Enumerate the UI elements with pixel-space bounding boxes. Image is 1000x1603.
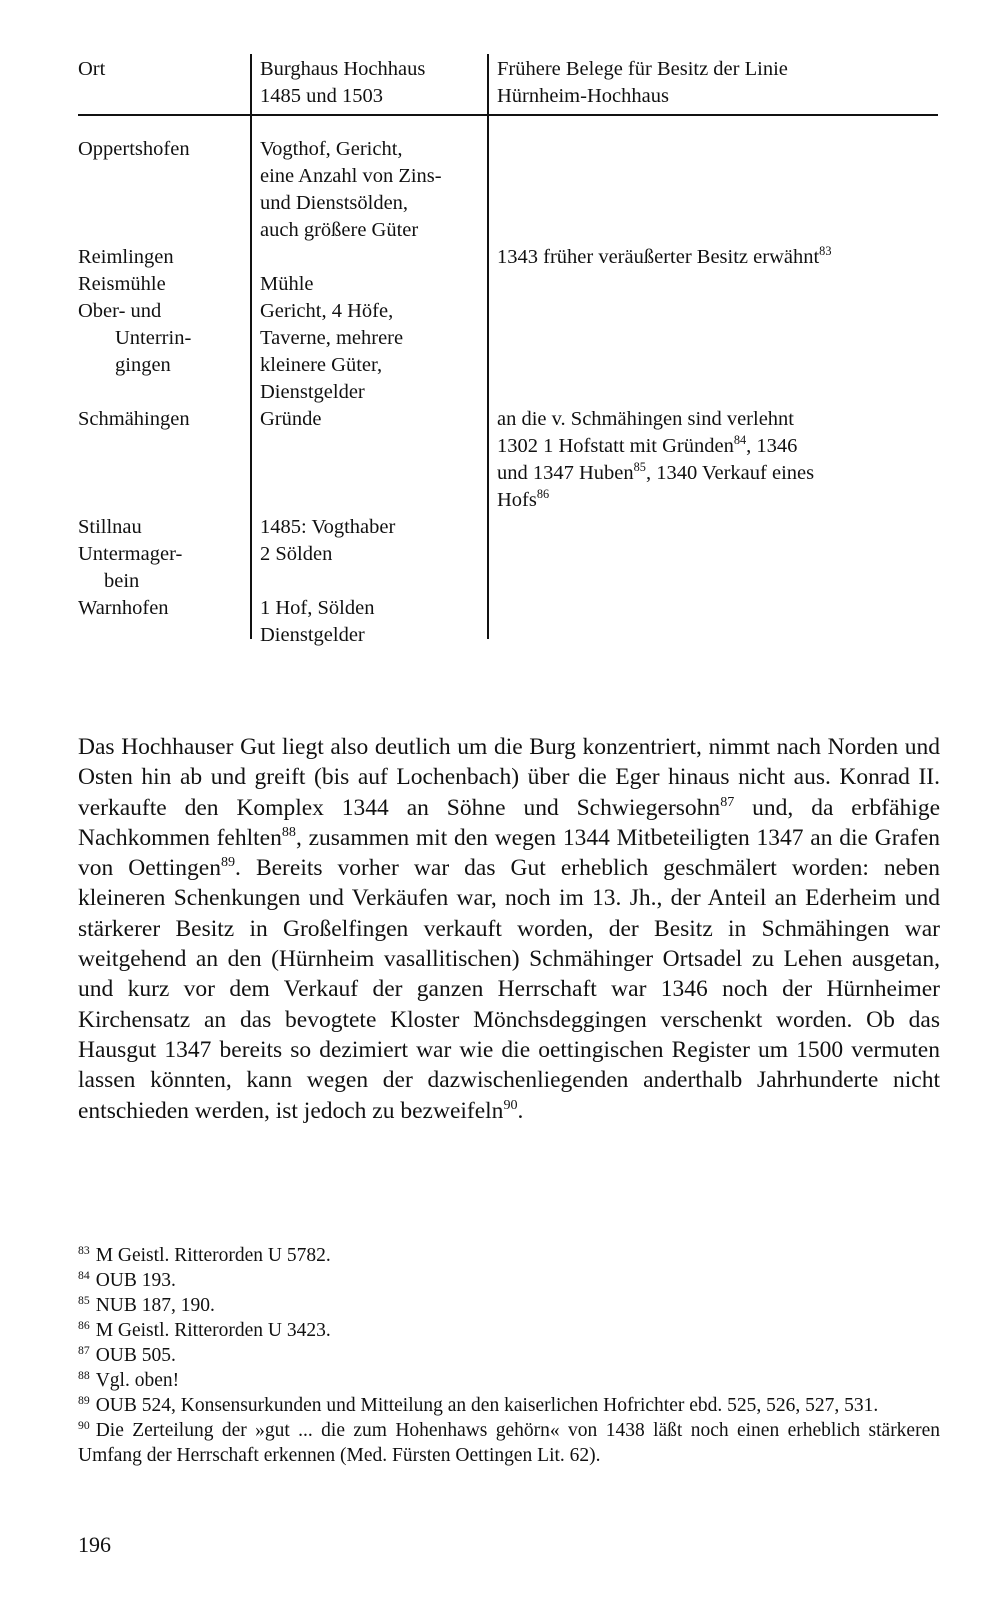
footnote	[78, 1393, 940, 1418]
footnote-number: 90	[78, 1418, 90, 1432]
belege-schmaehingen-l3b: , 1340 Verkauf eines	[645, 462, 815, 484]
page-number: 196	[78, 1532, 111, 1557]
footnote-ref-83: 83	[819, 244, 832, 259]
footnote-text: OUB 505.	[95, 1345, 176, 1366]
column-divider-1	[250, 54, 252, 639]
footnote-ref-86: 86	[536, 487, 550, 502]
header-burghaus-line2: 1485 und 1503	[260, 85, 383, 107]
footnote-ref-84: 84	[733, 433, 747, 448]
body-paragraph	[78, 732, 940, 1126]
burghaus-ringingen-l2: Taverne, mehrere	[260, 327, 404, 349]
paragraph-part-1: Das Hochhauser Gut liegt also deutlich um die Burg konzentriert, nimmt nach Norden und Osten hin ab und greift (bis auf Lochenbach) über die Eger hinaus nicht aus. Konrad II. verkaufte den Komplex 1344 an Söhne und Schwiegersohn	[78, 734, 940, 821]
belege-schmaehingen-l3	[497, 460, 814, 487]
ort-warnhofen: Warnhofen	[78, 597, 169, 619]
header-ort: Ort	[78, 58, 106, 80]
belege-reimlingen	[497, 244, 831, 271]
footnote-ref-90: 90	[503, 1096, 518, 1113]
ort-oppertshofen: Oppertshofen	[78, 138, 190, 160]
belege-schmaehingen-l4a: Hofs	[497, 489, 537, 511]
footnotes	[78, 1243, 940, 1468]
paragraph-part-3: , zusammen mit den wegen 1344 Mitbeteiligten 1347 an die Grafen von Oettingen	[78, 824, 940, 882]
burghaus-oppertshofen-l3: und Dienstsölden,	[260, 192, 409, 214]
footnote	[78, 1368, 940, 1393]
burghaus-schmaehingen: Gründe	[260, 408, 322, 430]
paragraph-part-2: und, da erbfähige Nachkommen fehlten	[78, 794, 941, 851]
ort-bein: bein	[104, 570, 140, 592]
burghaus-ringingen-l4: Dienstgelder	[260, 381, 365, 403]
paragraph-part-4: . Bereits vorher war das Gut erheblich geschmälert worden: neben kleineren Schenkungen und Verkäufen war, noch im 13. Jh., der Anteil an Ederheim und stärkerer Besitz in Großelfingen verkauft worden, der Besitz in Schmähingen war weitgehend an den (Hürnheim vasallitischen) Schmähinger Ortsadel zu Lehen ausgetan, und kurz vor dem Verkauf der ganzen Herrschaft war 1346 noch der Hürnheimer Kirchensatz an das bevogtete Kloster Mönchsdeggingen verschenkt worden. Ob das Hausgut 1347 bereits so dezimiert war wie die oettingischen Register um 1500 vermuten lassen könnten, kann wegen der dazwischenliegenden anderthalb Jahrhunderte nicht entschieden werden, ist jedoch zu bezweifeln	[78, 855, 940, 1124]
footnote-text: OUB 524, Konsensurkunden und Mitteilung an den kaiserlichen Hofrichter ebd. 525, 526, 527, 531.	[95, 1395, 879, 1416]
footnote-text: OUB 193.	[95, 1270, 176, 1291]
paragraph-part-5: .	[517, 1097, 524, 1124]
ort-stillnau: Stillnau	[78, 516, 142, 538]
footnote-number: 87	[78, 1343, 90, 1357]
footnote	[78, 1243, 940, 1268]
footnote	[78, 1293, 940, 1318]
footnote-ref-88: 88	[281, 824, 296, 841]
ort-gingen: gingen	[115, 354, 171, 376]
burghaus-oppertshofen-l2: eine Anzahl von Zins-	[260, 165, 442, 187]
burghaus-reismuehle: Mühle	[260, 273, 314, 295]
burghaus-ringingen-l1: Gericht, 4 Höfe,	[260, 300, 394, 322]
belege-reimlingen-text: 1343 früher veräußerter Besitz erwähnt	[497, 246, 820, 268]
footnote-ref-89: 89	[220, 854, 236, 871]
belege-schmaehingen-l2a: 1302 1 Hofstatt mit Gründen	[497, 435, 734, 457]
ort-ober-und: Ober- und	[78, 300, 162, 322]
ort-unterrin: Unterrin-	[115, 327, 192, 349]
footnote-text: M Geistl. Ritterorden U 3423.	[95, 1320, 331, 1341]
burghaus-stillnau: 1485: Vogthaber	[260, 516, 396, 538]
footnote	[78, 1418, 940, 1468]
column-divider-2	[487, 54, 489, 639]
ort-untermager: Untermager-	[78, 543, 183, 565]
burghaus-untermagerbein: 2 Sölden	[260, 543, 333, 565]
footnote	[78, 1343, 940, 1368]
burghaus-warnhofen-l2: Dienstgelder	[260, 624, 365, 646]
belege-schmaehingen-l4	[497, 487, 549, 514]
ort-reimlingen: Reimlingen	[78, 246, 174, 268]
footnote-text: M Geistl. Ritterorden U 5782.	[95, 1245, 331, 1266]
header-belege-line1: Frühere Belege für Besitz der Linie	[497, 58, 788, 80]
belege-schmaehingen-l1: an die v. Schmähingen sind verlehnt	[497, 408, 794, 430]
header-rule	[78, 114, 938, 116]
footnote-text: Die Zerteilung der »gut ... die zum Hohenhaws gehörn« von 1438 läßt noch einen erheblich stärkeren Umfang der Herrschaft erkennen (Med. Fürsten Oettingen Lit. 62).	[78, 1420, 940, 1466]
footnote-number: 85	[78, 1293, 90, 1307]
belege-schmaehingen-l3a: und 1347 Huben	[497, 462, 634, 484]
footnote-number: 88	[78, 1368, 90, 1382]
footnote	[78, 1318, 940, 1343]
ort-reismuehle: Reismühle	[78, 273, 166, 295]
burghaus-ringingen-l3: kleinere Güter,	[260, 354, 383, 376]
burghaus-warnhofen-l1: 1 Hof, Sölden	[260, 597, 375, 619]
burghaus-oppertshofen-l1: Vogthof, Gericht,	[260, 138, 403, 160]
header-burghaus-line1: Burghaus Hochhaus	[260, 58, 426, 80]
paragraph-text	[78, 732, 940, 1126]
footnote-number: 89	[78, 1393, 90, 1407]
ort-schmaehingen: Schmähingen	[78, 408, 190, 430]
footnote-text: NUB 187, 190.	[95, 1295, 215, 1316]
footnote-number: 84	[78, 1268, 90, 1282]
belege-schmaehingen-l2b: , 1346	[746, 435, 798, 457]
footnote-ref-85: 85	[633, 460, 646, 475]
footnote	[78, 1268, 940, 1293]
possession-table	[78, 52, 938, 664]
footnote-number: 83	[78, 1243, 90, 1257]
burghaus-oppertshofen-l4: auch größere Güter	[260, 219, 419, 241]
footnote-text: Vgl. oben!	[95, 1370, 180, 1391]
footnote-ref-87: 87	[720, 793, 735, 810]
header-belege-line2: Hürnheim-Hochhaus	[497, 85, 669, 107]
belege-schmaehingen-l2	[497, 433, 797, 460]
footnote-number: 86	[78, 1318, 90, 1332]
